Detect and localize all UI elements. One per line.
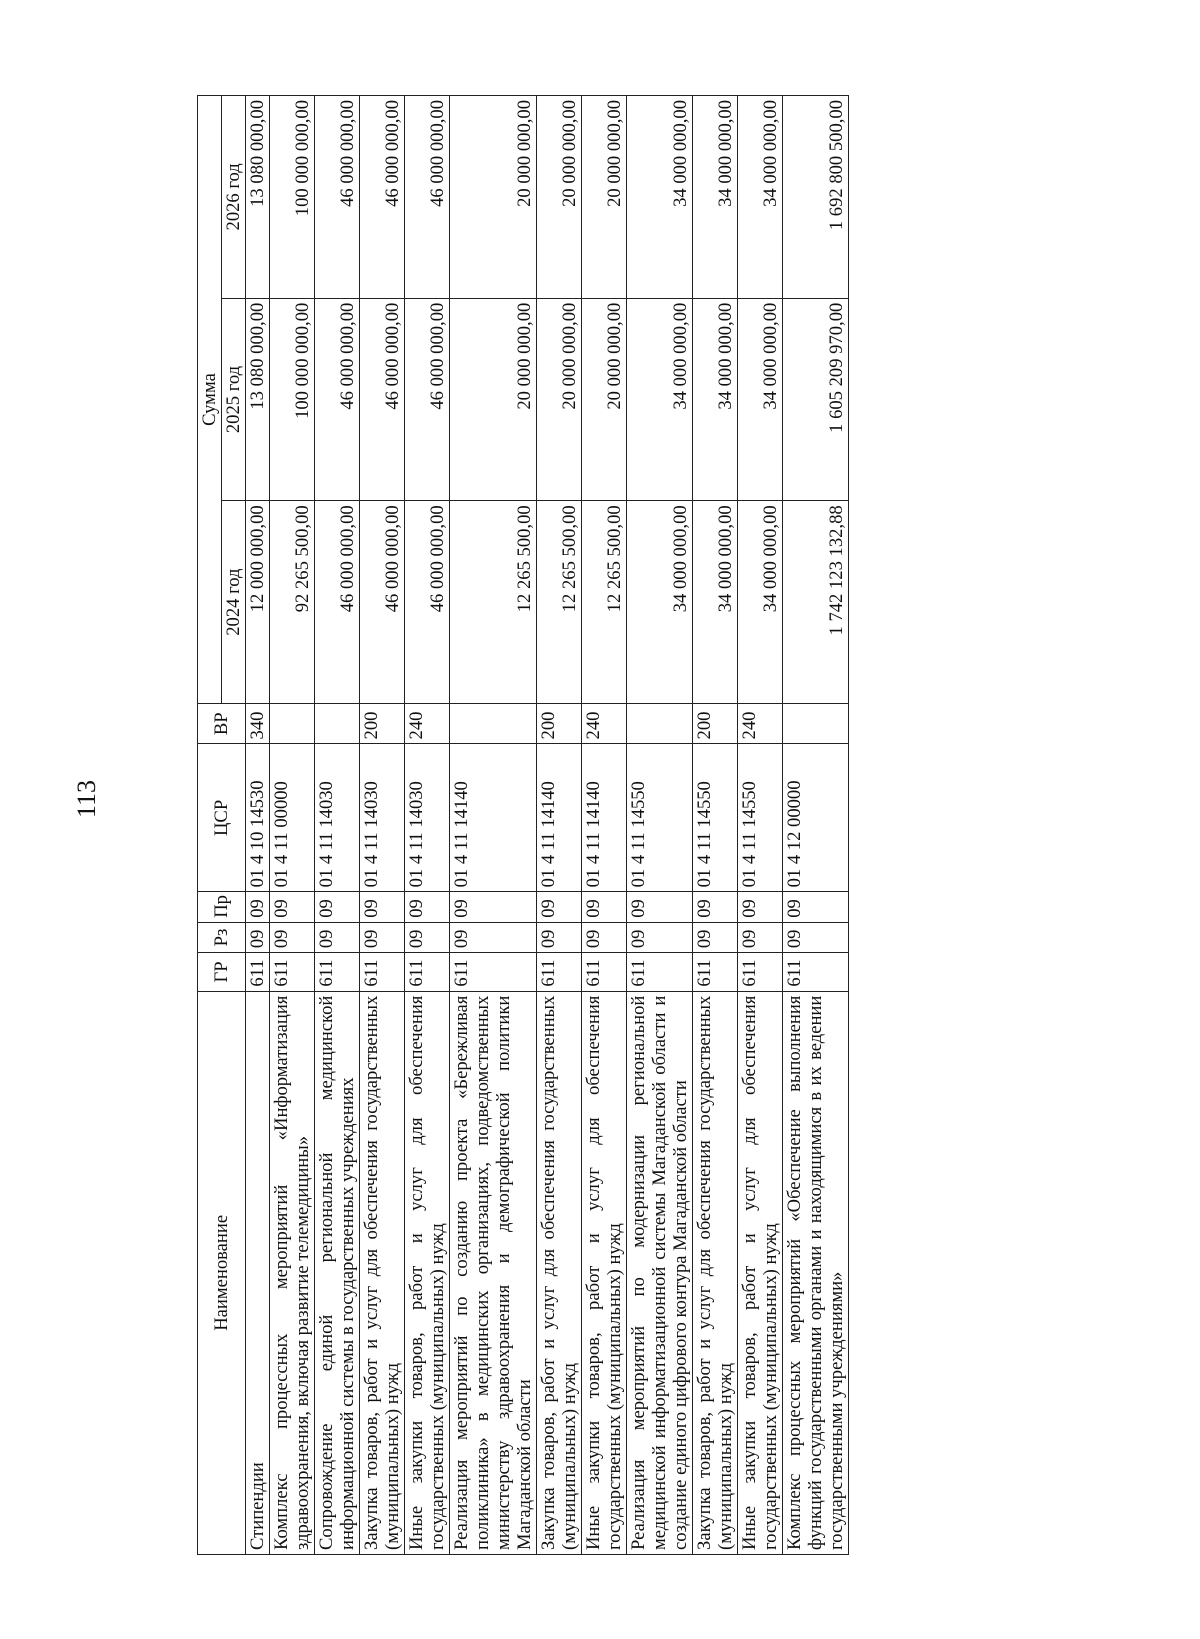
table-row [783, 96, 849, 1555]
cell-gr: 611 [738, 953, 783, 992]
page-number: 113 [72, 779, 101, 818]
cell-rz: 09 [783, 922, 849, 952]
cell-name: Иные закупки товаров, работ и услуг для обеспечения государственных (муниципальных) нужд [582, 991, 627, 1554]
cell-2024: 34 000 000,00 [693, 501, 738, 704]
cell-2024: 92 265 500,00 [270, 501, 315, 704]
table-row [693, 96, 738, 1555]
cell-gr: 611 [693, 953, 738, 992]
cell-pr: 09 [246, 892, 270, 922]
header-2026: 2026 год [222, 96, 246, 299]
cell-csr: 01 4 11 00000 [270, 744, 315, 892]
cell-gr: 611 [360, 953, 405, 992]
cell-2026: 13 080 000,00 [246, 96, 270, 299]
cell-gr: 611 [627, 953, 693, 992]
cell-gr: 611 [315, 953, 360, 992]
cell-name: Реализация мероприятий по модернизации региональной медицинской информатизационной системы Магаданской области и создание единого цифрового контура Магаданской области [627, 991, 693, 1554]
table-row [627, 96, 693, 1555]
table-row [315, 96, 360, 1555]
table-body [246, 96, 849, 1555]
cell-2025: 34 000 000,00 [693, 298, 738, 501]
cell-2026: 20 000 000,00 [450, 96, 537, 299]
cell-name: Комплекс процессных мероприятий «Информатизация здравоохранения, включая развитие телемедицины» [270, 991, 315, 1554]
budget-table [197, 95, 849, 1555]
header-pr: Пр [198, 892, 246, 922]
cell-csr: 01 4 11 14030 [405, 744, 450, 892]
cell-pr: 09 [693, 892, 738, 922]
cell-2024: 46 000 000,00 [360, 501, 405, 704]
cell-name: Комплекс процессных мероприятий «Обеспечение выполнения функций государственными органами и находящимися в их ведении государственными учреждениями» [783, 991, 849, 1554]
table-row [360, 96, 405, 1555]
cell-name: Стипендии [246, 991, 270, 1554]
table-row [738, 96, 783, 1555]
cell-2024: 12 000 000,00 [246, 501, 270, 704]
table-header [198, 96, 246, 1555]
cell-gr: 611 [537, 953, 582, 992]
cell-vr: 240 [582, 703, 627, 744]
cell-name: Закупка товаров, работ и услуг для обеспечения государственных (муниципальных) нужд [360, 991, 405, 1554]
cell-2026: 1 692 800 500,00 [783, 96, 849, 299]
cell-csr: 01 4 11 14140 [582, 744, 627, 892]
cell-pr: 09 [738, 892, 783, 922]
header-csr: ЦСР [198, 744, 246, 892]
cell-vr [450, 703, 537, 744]
table-row [582, 96, 627, 1555]
header-vr: ВР [198, 703, 246, 744]
cell-pr: 09 [405, 892, 450, 922]
cell-pr: 09 [627, 892, 693, 922]
cell-2026: 34 000 000,00 [693, 96, 738, 299]
cell-csr: 01 4 11 14140 [450, 744, 537, 892]
cell-rz: 09 [627, 922, 693, 952]
cell-name: Закупка товаров, работ и услуг для обеспечения государственных (муниципальных) нужд [537, 991, 582, 1554]
table-row [405, 96, 450, 1555]
cell-name: Закупка товаров, работ и услуг для обеспечения государственных (муниципальных) нужд [693, 991, 738, 1554]
cell-gr: 611 [270, 953, 315, 992]
cell-pr: 09 [450, 892, 537, 922]
header-2024: 2024 год [222, 501, 246, 704]
cell-2025: 1 605 209 970,00 [783, 298, 849, 501]
header-rz: Рз [198, 922, 246, 952]
cell-pr: 09 [270, 892, 315, 922]
cell-vr: 240 [405, 703, 450, 744]
cell-csr: 01 4 11 14030 [360, 744, 405, 892]
cell-2025: 20 000 000,00 [537, 298, 582, 501]
cell-2024: 46 000 000,00 [315, 501, 360, 704]
cell-rz: 09 [270, 922, 315, 952]
cell-vr: 200 [537, 703, 582, 744]
header-gr: ГР [198, 953, 246, 992]
cell-2025: 46 000 000,00 [360, 298, 405, 501]
cell-2024: 12 265 500,00 [582, 501, 627, 704]
cell-vr [270, 703, 315, 744]
table-row [537, 96, 582, 1555]
cell-name: Иные закупки товаров, работ и услуг для обеспечения государственных (муниципальных) нужд [405, 991, 450, 1554]
cell-rz: 09 [582, 922, 627, 952]
table-row [450, 96, 537, 1555]
cell-2026: 46 000 000,00 [360, 96, 405, 299]
cell-2026: 20 000 000,00 [537, 96, 582, 299]
cell-rz: 09 [315, 922, 360, 952]
cell-vr: 340 [246, 703, 270, 744]
cell-pr: 09 [537, 892, 582, 922]
cell-csr: 01 4 11 14550 [627, 744, 693, 892]
cell-2024: 46 000 000,00 [405, 501, 450, 704]
table-row [246, 96, 270, 1555]
cell-2025: 20 000 000,00 [450, 298, 537, 501]
cell-gr: 611 [405, 953, 450, 992]
cell-rz: 09 [246, 922, 270, 952]
cell-2025: 46 000 000,00 [405, 298, 450, 501]
cell-rz: 09 [693, 922, 738, 952]
cell-2026: 100 000 000,00 [270, 96, 315, 299]
cell-2025: 34 000 000,00 [738, 298, 783, 501]
cell-2026: 46 000 000,00 [315, 96, 360, 299]
cell-vr [783, 703, 849, 744]
cell-rz: 09 [450, 922, 537, 952]
cell-csr: 01 4 11 14140 [537, 744, 582, 892]
budget-table-container [197, 95, 1057, 1555]
cell-2026: 20 000 000,00 [582, 96, 627, 299]
cell-2024: 12 265 500,00 [450, 501, 537, 704]
cell-rz: 09 [360, 922, 405, 952]
header-2025: 2025 год [222, 298, 246, 501]
cell-vr: 200 [693, 703, 738, 744]
cell-rz: 09 [537, 922, 582, 952]
cell-csr: 01 4 10 14530 [246, 744, 270, 892]
cell-2024: 1 742 123 132,88 [783, 501, 849, 704]
cell-2025: 46 000 000,00 [315, 298, 360, 501]
cell-gr: 611 [783, 953, 849, 992]
cell-vr: 240 [738, 703, 783, 744]
cell-csr: 01 4 11 14550 [738, 744, 783, 892]
cell-vr [627, 703, 693, 744]
table-row [270, 96, 315, 1555]
cell-csr: 01 4 11 14030 [315, 744, 360, 892]
cell-name: Реализация мероприятий по созданию проекта «Бережливая поликлиника» в медицинских организациях, подведомственных министерству здравоохранения и демографической политики Магаданской области [450, 991, 537, 1554]
cell-2025: 13 080 000,00 [246, 298, 270, 501]
cell-2026: 46 000 000,00 [405, 96, 450, 299]
cell-2025: 34 000 000,00 [627, 298, 693, 501]
cell-csr: 01 4 11 14550 [693, 744, 738, 892]
cell-csr: 01 4 12 00000 [783, 744, 849, 892]
cell-vr: 200 [360, 703, 405, 744]
cell-name: Сопровождение единой региональной медицинской информационной системы в государственных учреждениях [315, 991, 360, 1554]
cell-2025: 100 000 000,00 [270, 298, 315, 501]
cell-rz: 09 [405, 922, 450, 952]
cell-pr: 09 [360, 892, 405, 922]
cell-2024: 12 265 500,00 [537, 501, 582, 704]
header-name: Наименование [198, 991, 246, 1554]
cell-2026: 34 000 000,00 [627, 96, 693, 299]
cell-2024: 34 000 000,00 [627, 501, 693, 704]
header-sum: Сумма [198, 96, 222, 704]
cell-gr: 611 [582, 953, 627, 992]
cell-name: Иные закупки товаров, работ и услуг для обеспечения государственных (муниципальных) нужд [738, 991, 783, 1554]
cell-vr [315, 703, 360, 744]
cell-rz: 09 [738, 922, 783, 952]
cell-2025: 20 000 000,00 [582, 298, 627, 501]
cell-pr: 09 [582, 892, 627, 922]
cell-2026: 34 000 000,00 [738, 96, 783, 299]
cell-pr: 09 [315, 892, 360, 922]
cell-pr: 09 [783, 892, 849, 922]
cell-gr: 611 [450, 953, 537, 992]
cell-gr: 611 [246, 953, 270, 992]
cell-2024: 34 000 000,00 [738, 501, 783, 704]
